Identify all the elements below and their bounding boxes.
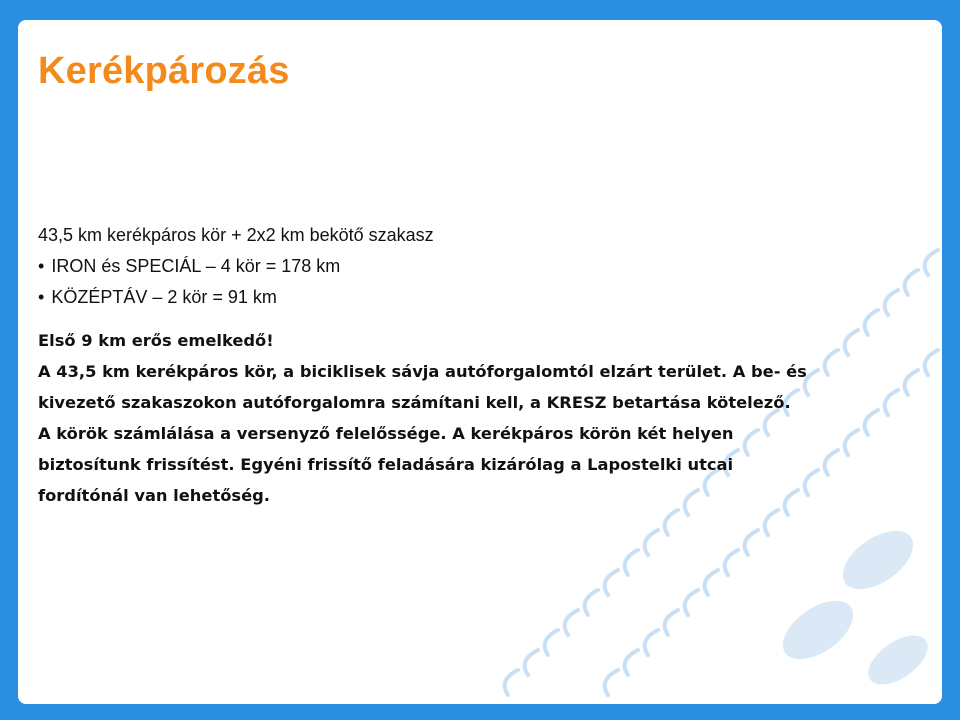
note-line: fordítónál van lehetőség. — [38, 486, 270, 505]
page-title: Kerékpározás — [38, 50, 290, 92]
bullet-iron — [38, 251, 918, 282]
note-line: biztosítunk frissítést. Egyéni frissítő feladására kizárólag a Lapostelki utcai — [38, 455, 734, 474]
intro-text: 43,5 km kerékpáros kör + 2x2 km bekötő szakasz — [38, 225, 434, 245]
note-line: A 43,5 km kerékpáros kör, a biciklisek sávja autóforgalomtól elzárt terület. A be- és — [38, 362, 807, 381]
bullet-kozeptav — [38, 282, 918, 313]
bullet-kozeptav-text: KÖZÉPTÁV – 2 kör = 91 km — [51, 287, 277, 307]
slide — [18, 20, 942, 704]
spacer — [38, 313, 918, 325]
note-line: kivezető szakaszokon autóforgalomra számítani kell, a KRESZ betartása kötelező. — [38, 393, 791, 412]
bullet-iron-text: IRON és SPECIÁL – 4 kör = 178 km — [51, 256, 341, 276]
note-line: Első 9 km erős emelkedő! — [38, 331, 274, 350]
content-body — [38, 220, 918, 511]
note-line: A körök számlálása a versenyző felelőssége. A kerékpáros körön két helyen — [38, 424, 734, 443]
